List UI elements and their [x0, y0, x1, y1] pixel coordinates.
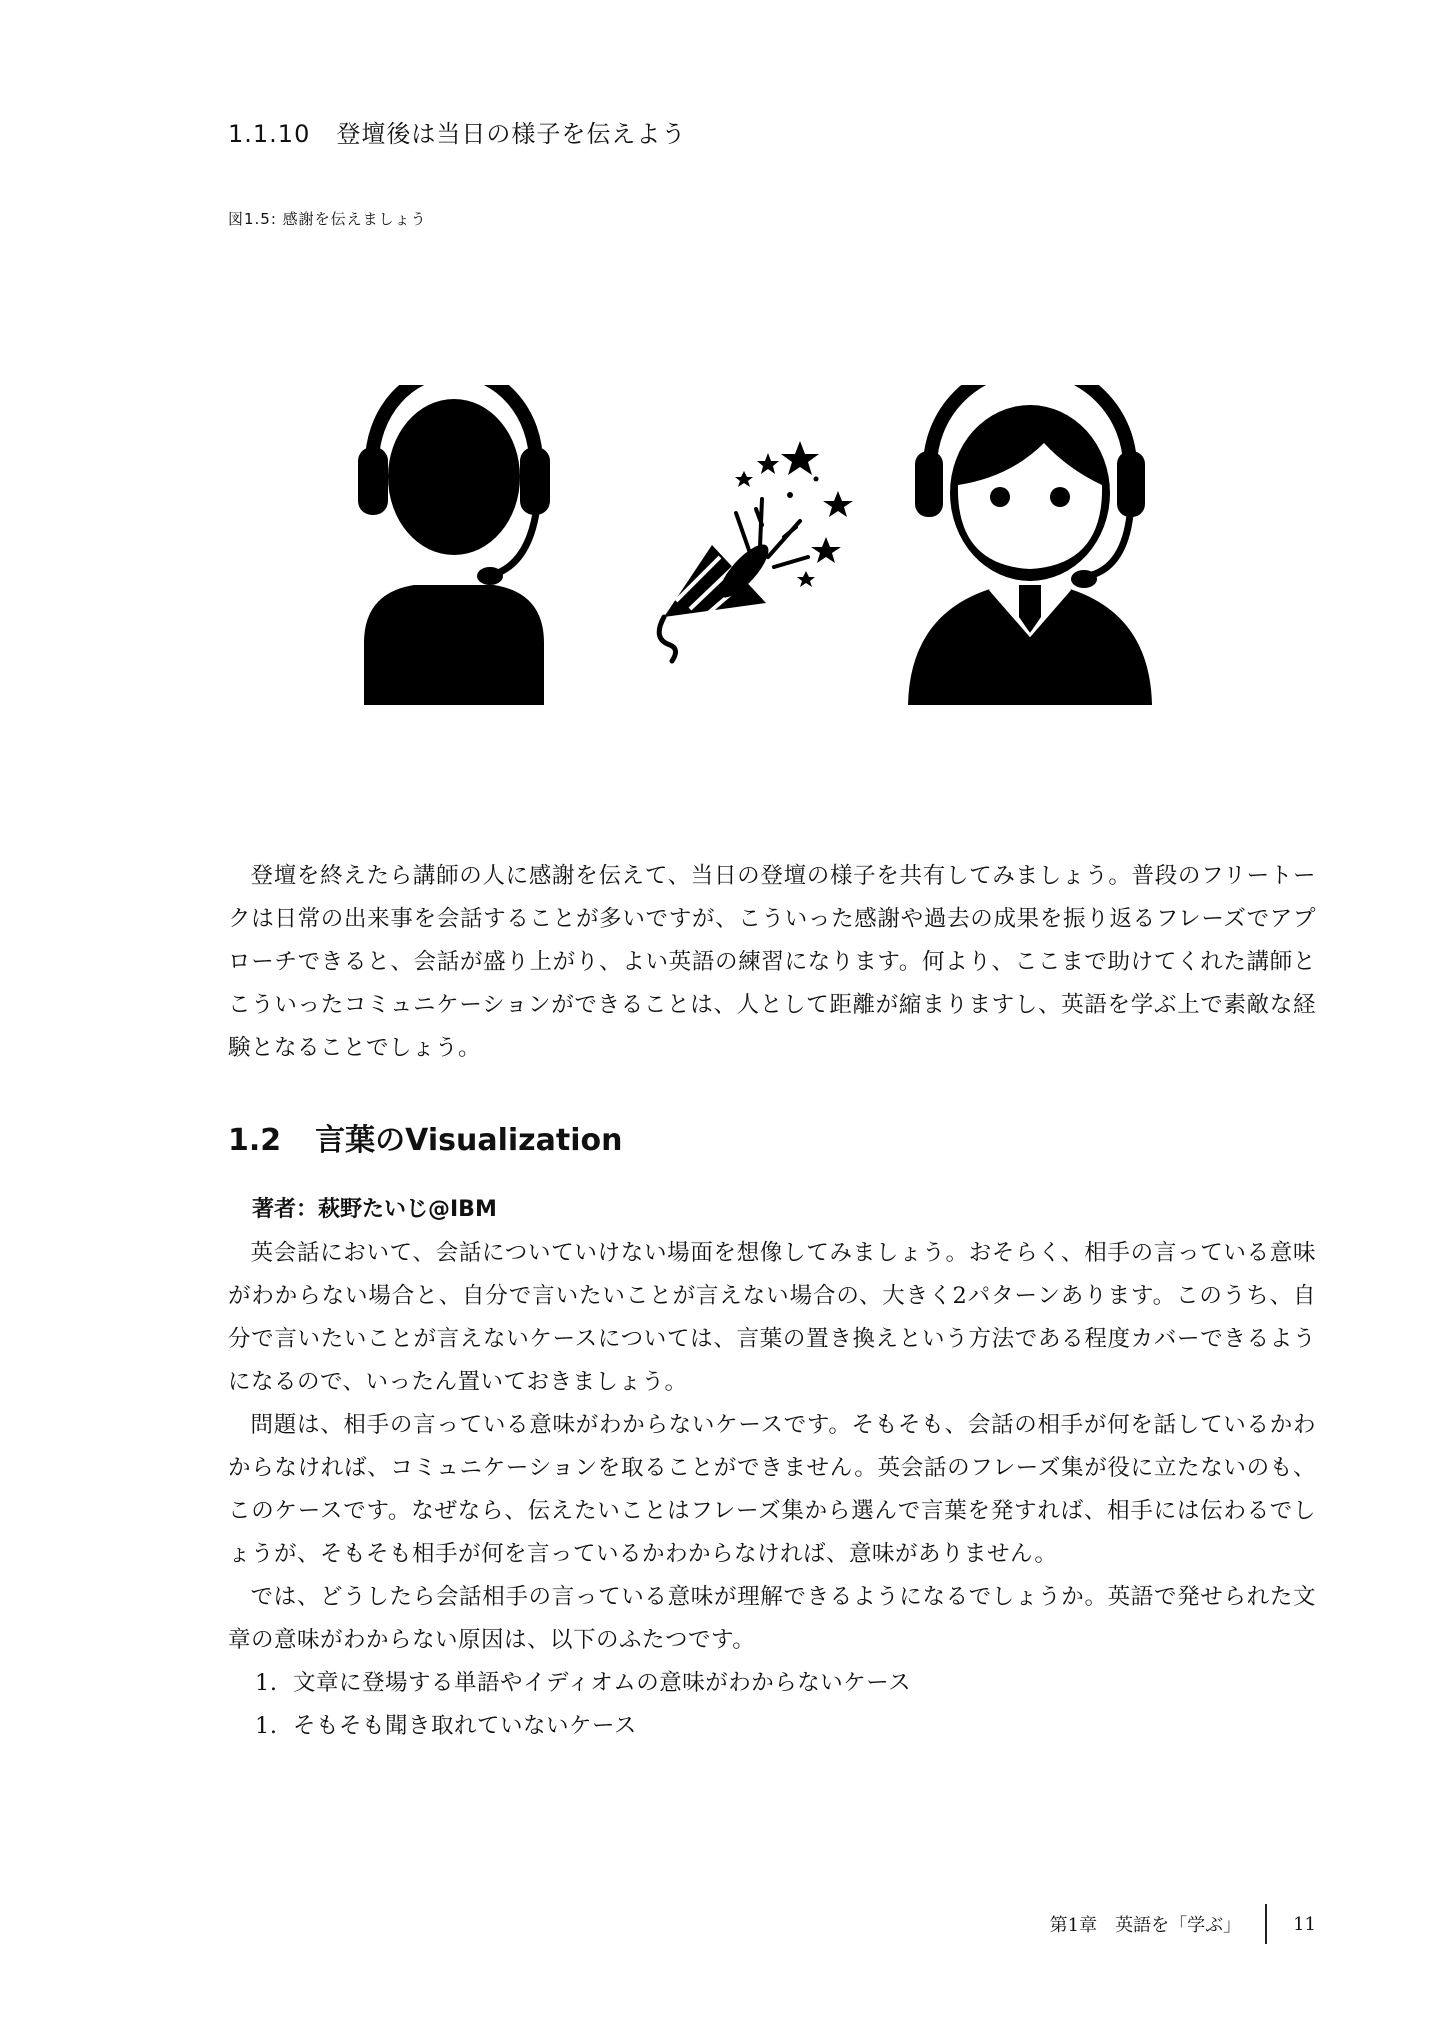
section-title: 言葉のVisualization	[315, 1123, 623, 1158]
headset-person-back-icon	[358, 385, 550, 705]
subsection-number: 1.1.10	[228, 120, 311, 148]
list-item-text: 文章に登場する単語やイディオムの意味がわからないケース	[293, 1670, 912, 1696]
footer-chapter: 第1章 英語を「学ぶ」	[1049, 1915, 1242, 1936]
figure-illustration	[350, 385, 1180, 705]
list-item	[255, 1705, 911, 1748]
author-line: 著者：萩野たいじ@IBM	[252, 1197, 497, 1222]
party-popper-icon	[659, 441, 853, 661]
section-number: 1.2	[228, 1123, 282, 1158]
page-footer	[1050, 1904, 1316, 1944]
numbered-list	[255, 1662, 911, 1748]
paragraph: 問題は、相手の言っている意味がわからないケースです。そもそも、会話の相手が何を話しているかわからなければ、コミュニケーションを取ることができません。英会話のフレーズ集が役に立たないのも、このケースです。なぜなら、伝えたいことはフレーズ集から選んで言葉を発すれば、相手には伝わるでしょうが、そもそも相手が何を言っているかわからなければ、意味がありません。	[228, 1412, 1316, 1567]
subsection-title: 登壇後は当日の様子を伝えよう	[336, 120, 687, 148]
figure-caption: 図1.5: 感謝を伝えましょう	[228, 210, 427, 228]
section-heading	[228, 1115, 622, 1159]
footer-divider	[1265, 1904, 1267, 1944]
list-item-text: そもそも聞き取れていないケース	[293, 1713, 637, 1739]
page-number: 11	[1293, 1913, 1316, 1935]
list-marker: 1.	[255, 1713, 278, 1739]
list-item	[255, 1662, 911, 1705]
headset-operator-icon	[908, 385, 1152, 705]
paragraph: 登壇を終えたら講師の人に感謝を伝えて、当日の登壇の様子を共有してみましょう。普段のフリートークは日常の出来事を会話することが多いですが、こういった感謝や過去の成果を振り返るフレーズでアプローチできると、会話が盛り上がり、よい英語の練習になります。何より、ここまで助けてくれた講師とこういったコミュニケーションができることは、人として距離が縮まりますし、英語を学ぶ上で素敵な経験となることでしょう。	[228, 863, 1316, 1061]
list-marker: 1.	[255, 1670, 278, 1696]
paragraph: 英会話において、会話についていけない場面を想像してみましょう。おそらく、相手の言っている意味がわからない場合と、自分で言いたいことが言えない場合の、大きく2パターンあります。このうち、自分で言いたいことが言えないケースについては、言葉の置き換えという方法である程度カバーできるようになるので、いったん置いておきましょう。	[228, 1240, 1316, 1395]
subsection-heading	[228, 114, 686, 149]
paragraph: では、どうしたら会話相手の言っている意味が理解できるようになるでしょうか。英語で発せられた文章の意味がわからない原因は、以下のふたつです。	[228, 1584, 1316, 1653]
